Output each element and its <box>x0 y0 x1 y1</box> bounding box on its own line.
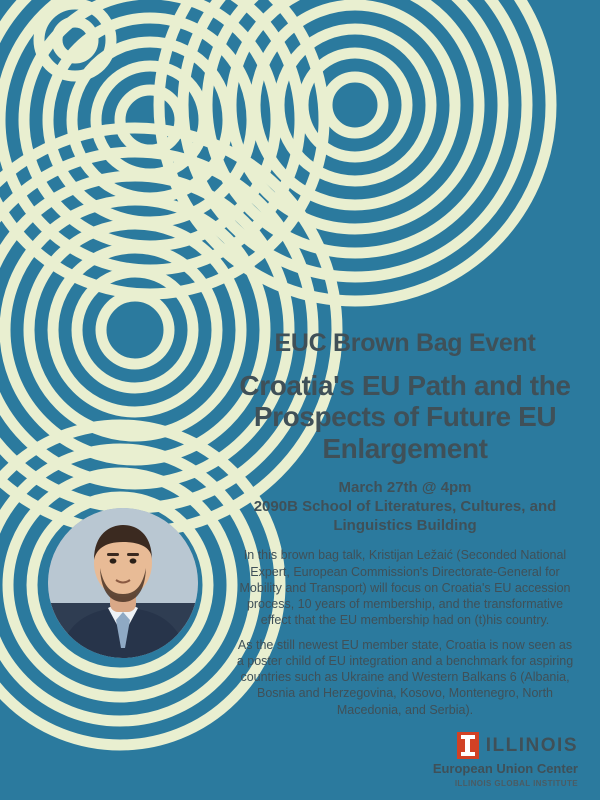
event-kicker: EUC Brown Bag Event <box>274 329 536 357</box>
speaker-photo <box>48 508 198 658</box>
unit-name: European Union Center <box>432 761 578 777</box>
event-description <box>235 547 575 718</box>
parent-unit-name: ILLINOIS GLOBAL INSTITUTE <box>454 779 578 788</box>
illinois-logo-row <box>433 732 578 759</box>
description-paragraph-2: As the still newest EU member state, Croatia is now seen as a poster child of EU integration and a benchmark for aspiring countries such as Ukraine and Western Balkans 6 (Albania, Bosnia and Herzegovina, Kosovo, Montenegro, North Macedonia, and Serbia). <box>236 637 574 717</box>
page-title: Croatia's EU Path and the Prospects of Future EU Enlargement <box>239 369 571 465</box>
illinois-block-i-icon <box>457 732 479 759</box>
poster-content <box>235 330 575 718</box>
description-paragraph-1: In this brown bag talk, Kristijan Ležaić (Seconded National Expert, European Commission's Directorate-General for Mobility and Transport) will focus on Croatia's EU accession process, 10 years of membership, and the transformative effect that the EU membership had on (t)his country. <box>239 548 571 628</box>
footer-logo-lockup <box>433 732 578 788</box>
event-datetime: March 27th @ 4pm <box>338 479 472 497</box>
block-i-stem <box>465 739 470 752</box>
illinois-wordmark: ILLINOIS <box>485 735 578 757</box>
speaker-headshot-illustration <box>48 508 198 658</box>
event-location: 2090B School of Literatures, Cultures, and Linguistics Building <box>253 497 557 534</box>
